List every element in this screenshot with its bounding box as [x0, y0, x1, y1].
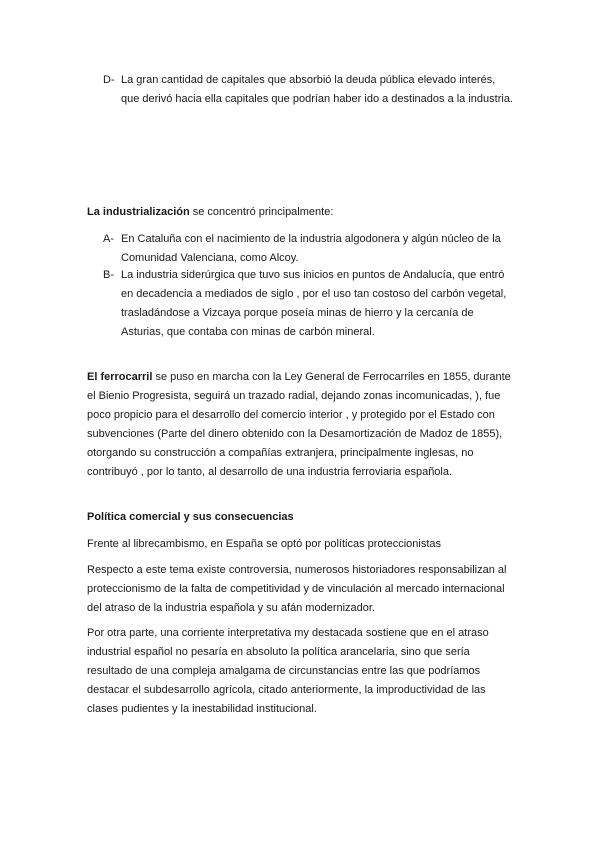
- ferrocarril-paragraph: [87, 368, 517, 482]
- politica-heading: Política comercial y sus consecuencias: [87, 511, 294, 523]
- industrializacion-heading-rest: se concentró principalmente:: [189, 206, 334, 218]
- industrializacion-heading-bold: La industrialización: [87, 206, 190, 218]
- list-marker: B-: [103, 269, 114, 281]
- list-item-d: [103, 71, 513, 109]
- list-item-text: La gran cantidad de capitales que absorbió la deuda pública elevado interés, que derivó hacia ella capitales que podrían haber ido a destinados a la industria.: [121, 74, 513, 105]
- list-item-a: [103, 230, 513, 268]
- ferrocarril-text: se puso en marcha con la Ley General de Ferrocarriles en 1855, durante el Bienio Progresista, seguirá un trazado radial, dejando zonas incomunicadas, ), fue poco propicio para el desarrollo del comercio interior , y protegido por el Estado con subvenciones (Parte del dinero obtenido con la Desamortización de Madoz de 1855), otorgando su construcción a compañías extranjera, principalmente inglesas, no contribuyó , por lo tanto, al desarrollo de una industria ferroviaria española.: [87, 371, 511, 478]
- list-item-text: En Cataluña con el nacimiento de la industria algodonera y algún núcleo de la Comunidad Valenciana, como Alcoy.: [121, 233, 501, 264]
- ferrocarril-term: El ferrocarril: [87, 371, 153, 383]
- politica-paragraph-3: Por otra parte, una corriente interpretativa my destacada sostiene que en el atraso industrial español no pesaría en absoluto la política arancelaria, sino que sería resultado de una compleja amalgama de circunstancias entre las que podríamos destacar el subdesarrollo agrícola, citado anteriormente, la improductividad de las clases pudientes y la inestabilidad institucional.: [87, 627, 489, 715]
- list-marker: A-: [103, 233, 114, 245]
- politica-paragraph-1: Frente al librecambismo, en España se optó por políticas proteccionistas: [87, 538, 442, 550]
- list-item-b: [103, 266, 513, 342]
- list-item-text: La industria siderúrgica que tuvo sus inicios en puntos de Andalucía, que entró en decadencia a mediados de siglo , por el uso tan costoso del carbón vegetal, trasladándose a Vizcaya porque poseía minas de hierro y la cercanía de Asturias, que contaba con minas de carbón mineral.: [121, 269, 507, 338]
- list-marker: D-: [103, 74, 115, 86]
- industrializacion-heading: [87, 203, 333, 222]
- politica-paragraph-2: Respecto a este tema existe controversia, numerosos historiadores responsabilizan al proteccionismo de la falta de competitividad y de vinculación al mercado internacional del atraso de la industria española y su afán modernizador.: [87, 564, 507, 614]
